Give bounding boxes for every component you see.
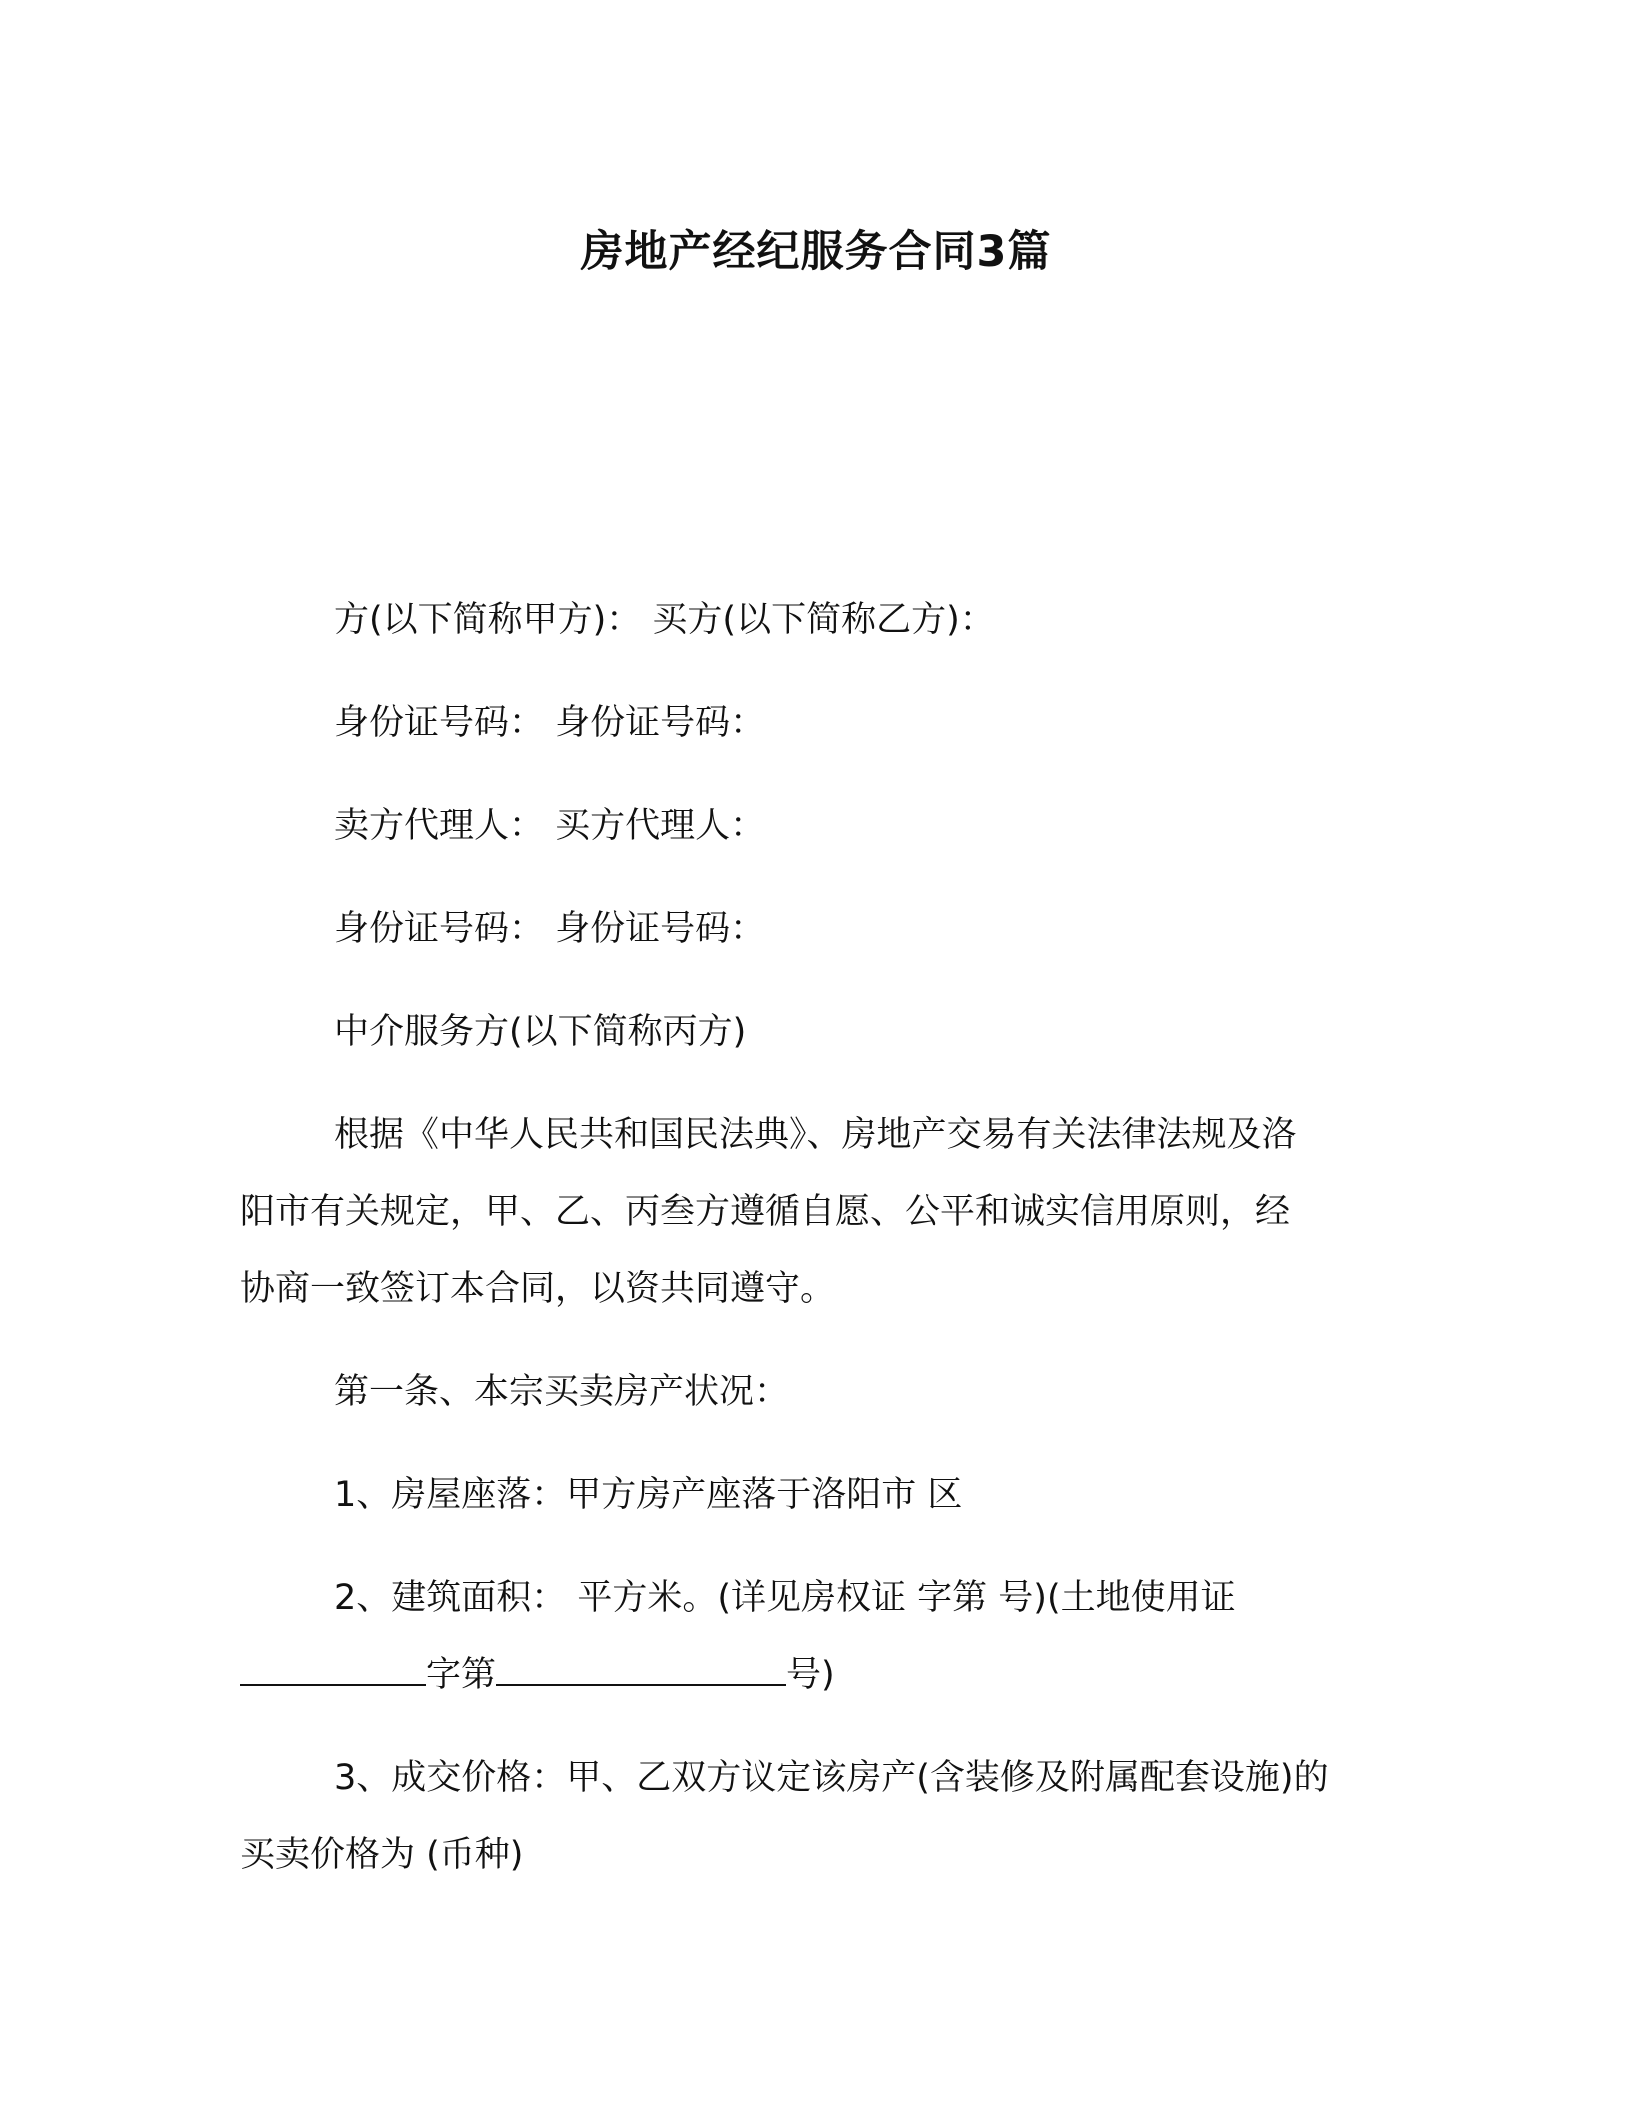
preamble-line-2: 阳市有关规定，甲、乙、丙叁方遵循自愿、公平和诚实信用原则，经 [240,1192,1291,1232]
article1-item3-line1: 3、成交价格：甲、乙双方议定该房产(含装修及附属配套设施)的 [334,1758,1329,1798]
blank-underline-1 [240,1654,426,1686]
article1-item1: 1、房屋座落：甲方房产座落于洛阳市 区 [334,1475,963,1515]
number-label: 号) [786,1655,835,1695]
agent-line: 卖方代理人： 买方代理人： [334,806,766,846]
article1-heading: 第一条、本宗买卖房产状况： [334,1372,790,1412]
article1-item3-line2: 买卖价格为 (币种) [240,1835,524,1875]
article1-item2-line1: 2、建筑面积： 平方米。(详见房权证 字第 号)(土地使用证 [334,1578,1236,1618]
character-label: 字第 [426,1655,497,1695]
document-title: 房地产经纪服务合同3篇 [580,227,1052,277]
seller-buyer-line: 方(以下简称甲方)： 买方(以下简称乙方)： [334,600,995,640]
id-number-line-1: 身份证号码： 身份证号码： [334,703,766,743]
article1-item2-line2 [240,1651,835,1699]
id-number-line-2: 身份证号码： 身份证号码： [334,909,766,949]
preamble-line-1: 根据《中华人民共和国民法典》、房地产交易有关法律法规及洛 [334,1115,1297,1155]
preamble-line-3: 协商一致签订本合同，以资共同遵守。 [240,1269,836,1309]
intermediary-line: 中介服务方(以下简称丙方) [334,1012,747,1052]
blank-underline-2 [496,1654,786,1686]
